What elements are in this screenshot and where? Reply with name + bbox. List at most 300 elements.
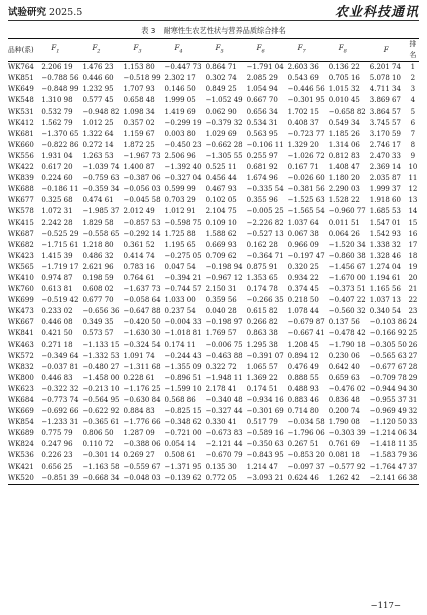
table-row [8, 218, 419, 229]
score-cell: 0.349 35 [82, 318, 114, 327]
score-cell: 0.677 70 [82, 296, 114, 305]
score-cell: 0.446 60 [82, 74, 114, 83]
column-header: $F_8$ [325, 39, 366, 62]
score-cell: −1.176 25 [123, 384, 161, 393]
variety-cell: WK667 [8, 318, 34, 327]
score-cell: −1.214 06 [369, 429, 407, 438]
table-row [8, 95, 419, 106]
score-cell: −0.301 69 [246, 407, 284, 416]
score-cell: 0.806 50 [82, 429, 114, 438]
column-header: $F_3$ [119, 39, 160, 62]
column-header: $F_6$ [243, 39, 284, 62]
score-cell: −0.275 05 [164, 251, 202, 260]
score-cell: −0.266 35 [246, 296, 284, 305]
issue-label: 2025.5 [49, 7, 83, 18]
score-cell: 0.783 16 [123, 262, 155, 271]
score-cell: −1.790 18 [328, 340, 366, 349]
table-row [8, 195, 419, 206]
score-cell: 0.003 80 [164, 129, 196, 138]
variety-cell: WK473 [8, 307, 34, 316]
score-cell: −0.048 03 [119, 473, 160, 485]
table-row [8, 229, 419, 240]
score-cell: 0.266 82 [246, 318, 278, 327]
rank-cell: 25 [408, 329, 418, 338]
rank-cell: 1 [410, 63, 416, 72]
score-cell: −0.139 62 [161, 473, 202, 485]
score-cell: −0.097 37 [287, 462, 325, 471]
variety-cell: WK623 [8, 384, 34, 393]
score-cell: −0.480 27 [82, 362, 120, 371]
score-cell: 0.669 93 [205, 240, 237, 249]
score-cell: −0.679 87 [287, 318, 325, 327]
variety-cell: WK412 [8, 118, 34, 127]
score-cell: −0.843 95 [246, 451, 284, 460]
score-cell: 0.563 95 [246, 129, 278, 138]
score-cell: 1.091 74 [123, 351, 155, 360]
score-cell: 0.608 02 [82, 285, 114, 294]
score-cell: 6.201 74 [369, 63, 401, 72]
score-cell: 0.174 51 [246, 384, 278, 393]
rank-cell: 19 [408, 262, 418, 271]
score-cell: 1.194 61 [369, 273, 401, 282]
score-cell: 0.374 45 [287, 285, 319, 294]
score-cell: 1.218 80 [82, 240, 114, 249]
score-cell: −1.630 30 [123, 329, 161, 338]
table-row [8, 262, 419, 273]
rank-cell: 16 [408, 229, 418, 238]
table-row [8, 273, 419, 284]
score-cell: 0.836 48 [328, 396, 360, 404]
score-cell: −1.026 72 [287, 151, 325, 160]
variety-cell: WK851 [8, 74, 34, 83]
table-row [8, 251, 419, 262]
score-cell: 0.200 74 [328, 407, 360, 416]
score-cell: 0.330 41 [205, 418, 237, 427]
score-cell: 0.357 02 [123, 118, 155, 127]
score-cell: −0.301 95 [287, 96, 325, 105]
score-cell: 1.702 15 [287, 107, 319, 116]
score-cell: 0.320 25 [287, 262, 319, 271]
score-cell: −0.773 74 [41, 396, 79, 404]
score-cell: −3.093 21 [243, 473, 284, 485]
score-cell: 0.255 97 [246, 151, 278, 160]
score-cell: 0.764 61 [123, 273, 155, 282]
score-cell: 0.047 54 [164, 262, 196, 271]
score-cell: −1.052 49 [205, 96, 243, 105]
score-cell: 0.271 18 [41, 340, 73, 349]
ranking-table [8, 38, 419, 485]
column-subscript: 3 [138, 48, 142, 55]
score-cell: 0.446 83 [41, 373, 73, 382]
score-cell: 0.488 93 [287, 384, 319, 393]
rank-cell: 10 [408, 163, 418, 172]
score-cell: −0.186 11 [41, 185, 79, 194]
score-cell: −0.407 22 [328, 296, 366, 305]
section-label: 试验研究 [8, 7, 47, 18]
score-cell: 5.078 10 [369, 74, 401, 83]
score-cell: 2.012 49 [123, 207, 155, 216]
score-cell: 1.400 87 [123, 163, 155, 172]
score-cell: −0.340 48 [205, 396, 243, 404]
score-cell: −0.622 92 [82, 407, 120, 416]
table-row [8, 462, 419, 473]
score-cell: 1.999 37 [369, 185, 401, 194]
column-header: 排名 [407, 39, 419, 62]
table-row [8, 129, 419, 140]
score-cell: −0.244 43 [164, 351, 202, 360]
score-cell: 0.517 79 [246, 418, 278, 427]
score-cell: −0.381 56 [287, 185, 325, 194]
variety-cell: WK556 [8, 151, 34, 160]
score-cell: 1.353 65 [246, 273, 278, 282]
score-cell: 3.869 67 [369, 96, 401, 105]
variety-cell: WK688 [8, 185, 34, 194]
rank-cell: 11 [408, 174, 418, 183]
rank-cell: 3 [410, 85, 416, 94]
score-cell: −0.103 86 [369, 318, 407, 327]
variety-cell: WK854 [8, 418, 34, 427]
score-cell: 1.338 32 [369, 240, 401, 249]
score-cell: 0.067 38 [287, 229, 319, 238]
score-cell: 2.470 33 [369, 151, 401, 160]
score-cell: −0.450 23 [164, 140, 202, 149]
score-cell: −0.327 44 [205, 407, 243, 416]
score-cell: 0.656 25 [41, 462, 73, 471]
score-cell: 1.078 44 [287, 307, 319, 316]
score-cell: −0.365 61 [82, 418, 120, 427]
score-cell: −0.658 82 [328, 107, 366, 116]
score-cell: 0.849 25 [205, 85, 237, 94]
score-cell: 1.208 45 [287, 340, 319, 349]
table-caption [0, 26, 427, 36]
table-row [8, 317, 419, 328]
column-header: $F_4$ [161, 39, 202, 62]
table-row [8, 151, 419, 162]
score-cell: −2.226 82 [246, 218, 284, 227]
rank-cell: 15 [408, 218, 418, 227]
score-cell: 0.966 09 [287, 240, 319, 249]
table-row [8, 428, 419, 439]
score-cell: −0.559 67 [123, 462, 161, 471]
rank-cell: 18 [408, 251, 418, 260]
score-cell: 1.015 32 [328, 85, 360, 94]
score-cell: −1.776 66 [123, 418, 161, 427]
score-cell: −0.788 56 [41, 74, 79, 83]
score-cell: 0.359 56 [205, 296, 237, 305]
score-cell: 0.709 62 [205, 251, 237, 260]
score-cell: −0.721 00 [164, 429, 202, 438]
score-cell: −0.944 94 [369, 384, 407, 393]
score-cell: −1.163 58 [82, 462, 120, 471]
score-cell: −1.637 73 [123, 285, 161, 294]
score-cell: 1.314 06 [328, 140, 360, 149]
score-cell: 1.685 53 [369, 207, 401, 216]
rank-cell: 20 [408, 273, 418, 282]
score-cell: 1.931 04 [41, 151, 73, 160]
score-cell: 2.302 17 [164, 74, 196, 83]
score-cell: −0.948 82 [82, 107, 120, 116]
table-row [8, 417, 419, 428]
score-cell: 1.674 96 [246, 174, 278, 183]
score-cell: −0.213 10 [82, 384, 120, 393]
score-cell: 1.263 53 [82, 151, 114, 160]
score-cell: 0.884 83 [123, 407, 155, 416]
score-cell: 0.414 74 [123, 251, 155, 260]
score-cell: −0.379 32 [205, 118, 243, 127]
score-cell: 2.178 41 [205, 384, 237, 393]
score-cell: 1.790 08 [328, 418, 360, 427]
score-cell: 1.588 62 [205, 229, 237, 238]
score-cell: −0.364 71 [246, 251, 284, 260]
score-cell: −0.565 63 [369, 351, 407, 360]
variety-cell: WK578 [8, 207, 34, 216]
score-cell: −0.446 56 [287, 85, 325, 94]
score-cell: −1.458 00 [82, 373, 120, 382]
score-cell: −0.327 04 [164, 174, 202, 183]
score-cell: −0.662 28 [205, 140, 243, 149]
score-cell: −0.519 42 [41, 296, 79, 305]
score-cell: −0.759 63 [82, 174, 120, 183]
score-cell: −1.120 50 [369, 418, 407, 427]
column-header: F [366, 39, 407, 62]
score-cell: −0.560 32 [328, 307, 366, 316]
score-cell: 2.746 17 [369, 140, 401, 149]
score-cell: 1.262 42 [325, 473, 366, 485]
table-row [8, 184, 419, 195]
score-cell: 1.562 79 [41, 118, 73, 127]
score-cell: −1.583 79 [369, 451, 407, 460]
score-cell: −0.673 83 [205, 429, 243, 438]
score-cell: 2.085 29 [246, 74, 278, 83]
table-row [8, 473, 419, 485]
score-cell: 1.195 65 [164, 240, 196, 249]
score-cell: −0.058 64 [123, 296, 161, 305]
score-cell: −0.106 11 [246, 140, 284, 149]
score-cell: −0.860 38 [328, 251, 366, 260]
score-cell: 0.486 32 [82, 251, 114, 260]
table-row [8, 439, 419, 450]
score-cell: 0.167 71 [287, 163, 319, 172]
score-cell: 0.269 27 [123, 451, 155, 460]
score-cell: 0.267 51 [287, 440, 319, 449]
variety-cell: WK760 [8, 285, 34, 294]
score-cell: 0.040 28 [205, 307, 237, 316]
rank-cell: 6 [410, 118, 416, 127]
score-cell: −1.670 00 [328, 273, 366, 282]
score-cell: −0.303 39 [328, 429, 366, 438]
rank-cell: 12 [408, 185, 418, 194]
score-cell: −1.355 09 [164, 362, 202, 371]
score-cell: 0.174 11 [164, 340, 196, 349]
table-row [8, 395, 419, 406]
variety-cell: WK548 [8, 96, 34, 105]
variety-cell: WK681 [8, 129, 34, 138]
score-cell: −0.299 19 [164, 118, 202, 127]
score-cell: 1.033 00 [164, 296, 196, 305]
table-row [8, 107, 419, 118]
rank-cell: 22 [408, 296, 418, 305]
score-cell: −0.166 92 [369, 329, 407, 338]
column-header: $F_5$ [202, 39, 243, 62]
score-cell: 0.174 78 [246, 285, 278, 294]
score-cell: −0.558 65 [82, 229, 120, 238]
score-cell: −1.305 55 [205, 151, 243, 160]
score-cell: −0.667 41 [287, 329, 325, 338]
score-cell: 1.153 80 [123, 63, 155, 72]
score-cell: −0.960 77 [328, 207, 366, 216]
score-cell: 1.419 69 [164, 107, 196, 116]
score-cell: 2.621 96 [82, 262, 114, 271]
score-cell: 1.707 93 [123, 85, 155, 94]
rank-cell: 35 [408, 440, 418, 449]
score-cell: 0.272 14 [82, 140, 114, 149]
table-row [8, 84, 419, 95]
score-cell: 0.599 99 [164, 185, 196, 194]
score-cell: −0.476 02 [328, 384, 366, 393]
score-cell: −0.348 62 [164, 418, 202, 427]
rank-cell: 31 [408, 396, 418, 404]
score-cell: −1.520 34 [328, 240, 366, 249]
score-cell: −0.723 77 [287, 129, 325, 138]
score-cell: 2.242 28 [41, 218, 73, 227]
rank-cell: 26 [408, 340, 418, 349]
variety-cell: WK684 [8, 396, 34, 404]
column-header: 品种(系) [8, 39, 37, 62]
score-cell: −0.447 73 [164, 63, 202, 72]
score-cell: 0.137 56 [328, 318, 360, 327]
score-cell: 0.659 63 [328, 373, 360, 382]
score-cell: −0.305 50 [369, 340, 407, 349]
variety-cell: WK841 [8, 329, 34, 338]
score-cell: 0.642 40 [328, 362, 360, 371]
rank-cell: 28 [408, 362, 418, 371]
score-cell: 1.214 47 [246, 462, 278, 471]
score-cell: −0.463 88 [205, 351, 243, 360]
score-cell: −1.525 63 [287, 196, 325, 205]
rank-cell: 30 [408, 384, 418, 393]
score-cell: 2.506 96 [164, 151, 196, 160]
score-cell: 2.150 31 [205, 285, 237, 294]
column-subscript: 5 [220, 48, 224, 55]
score-cell: 1.725 88 [164, 229, 196, 238]
score-cell: −1.796 06 [287, 429, 325, 438]
score-cell: 0.772 05 [202, 473, 243, 485]
score-cell: 1.829 58 [82, 218, 114, 227]
score-cell: −0.004 33 [164, 318, 202, 327]
score-cell: −0.656 36 [82, 307, 120, 316]
table-row [8, 406, 419, 417]
score-cell: 0.340 54 [369, 307, 401, 316]
score-cell: 1.542 93 [369, 229, 401, 238]
score-cell: −0.349 64 [41, 351, 79, 360]
score-cell: −1.764 47 [369, 462, 407, 471]
score-cell: −0.037 81 [41, 362, 79, 371]
score-cell: 0.613 81 [41, 285, 73, 294]
score-cell: 0.456 44 [205, 174, 237, 183]
score-cell: 0.775 79 [41, 429, 73, 438]
score-cell: −0.934 16 [246, 396, 284, 404]
score-cell: −0.598 75 [164, 218, 202, 227]
rank-cell: 21 [408, 285, 418, 294]
table-body [8, 62, 419, 485]
variety-cell: WK649 [8, 85, 34, 94]
score-cell: 0.064 26 [328, 229, 360, 238]
table-row [8, 73, 419, 84]
score-cell: 0.010 45 [328, 96, 360, 105]
score-cell: 0.525 11 [205, 163, 237, 172]
table-row [8, 118, 419, 129]
score-cell: −0.026 60 [287, 174, 325, 183]
column-subscript: 7 [302, 48, 306, 55]
score-cell: −1.233 31 [41, 418, 79, 427]
score-cell: 0.467 93 [205, 185, 237, 194]
score-cell: −1.133 15 [82, 340, 120, 349]
score-cell: −0.589 16 [246, 429, 284, 438]
score-cell: 0.667 70 [246, 96, 278, 105]
score-cell: 1.408 47 [328, 163, 360, 172]
variety-cell: WK423 [8, 251, 34, 260]
score-cell: 1.918 60 [369, 196, 401, 205]
score-cell: 0.812 83 [328, 151, 360, 160]
score-cell: 0.883 46 [287, 396, 319, 404]
rank-cell: 29 [408, 373, 418, 382]
score-cell: 0.617 20 [41, 163, 73, 172]
table-header-row [8, 39, 419, 62]
score-cell: −0.045 58 [123, 196, 161, 205]
table-row [8, 140, 419, 151]
score-cell: −0.967 12 [205, 273, 243, 282]
table-row [8, 206, 419, 217]
score-cell: 1.012 25 [82, 118, 114, 127]
score-cell: −0.692 66 [41, 407, 79, 416]
score-cell: 0.228 61 [123, 373, 155, 382]
score-cell: 2.104 75 [205, 207, 237, 216]
score-cell: −2.141 66 [366, 473, 407, 485]
variety-cell: WK682 [8, 240, 34, 249]
score-cell: −1.565 54 [287, 207, 325, 216]
score-cell: 2.035 87 [369, 174, 401, 183]
score-cell: −0.564 95 [82, 396, 120, 404]
score-cell: −1.039 74 [82, 163, 120, 172]
magazine-logo: 农业科技通讯 [334, 5, 419, 20]
variety-cell: WK660 [8, 140, 34, 149]
variety-cell: WK677 [8, 196, 34, 205]
variety-cell: WK422 [8, 163, 34, 172]
score-cell: 0.476 49 [287, 362, 319, 371]
score-cell: −1.719 17 [41, 262, 79, 271]
score-cell: 1.232 95 [82, 85, 114, 94]
rank-cell: 7 [410, 129, 416, 138]
score-cell: −0.744 57 [164, 285, 202, 294]
score-cell: 1.012 91 [164, 207, 196, 216]
variety-cell: WK839 [8, 174, 34, 183]
header-rule [8, 20, 419, 21]
score-cell: −0.034 58 [287, 418, 325, 427]
score-cell: 0.703 29 [164, 196, 196, 205]
variety-cell: WK415 [8, 218, 34, 227]
score-cell: −0.198 97 [205, 318, 243, 327]
rank-cell: 37 [408, 462, 418, 471]
score-cell: 0.355 96 [246, 196, 278, 205]
rank-cell: 4 [410, 96, 416, 105]
score-cell: −0.670 79 [205, 451, 243, 460]
score-cell: −0.420 50 [123, 318, 161, 327]
score-cell: 0.863 38 [246, 329, 278, 338]
score-cell: 1.369 22 [246, 373, 278, 382]
score-cell: −1.948 11 [205, 373, 243, 382]
score-cell: 1.415 39 [41, 251, 73, 260]
score-cell: −1.018 81 [164, 329, 202, 338]
